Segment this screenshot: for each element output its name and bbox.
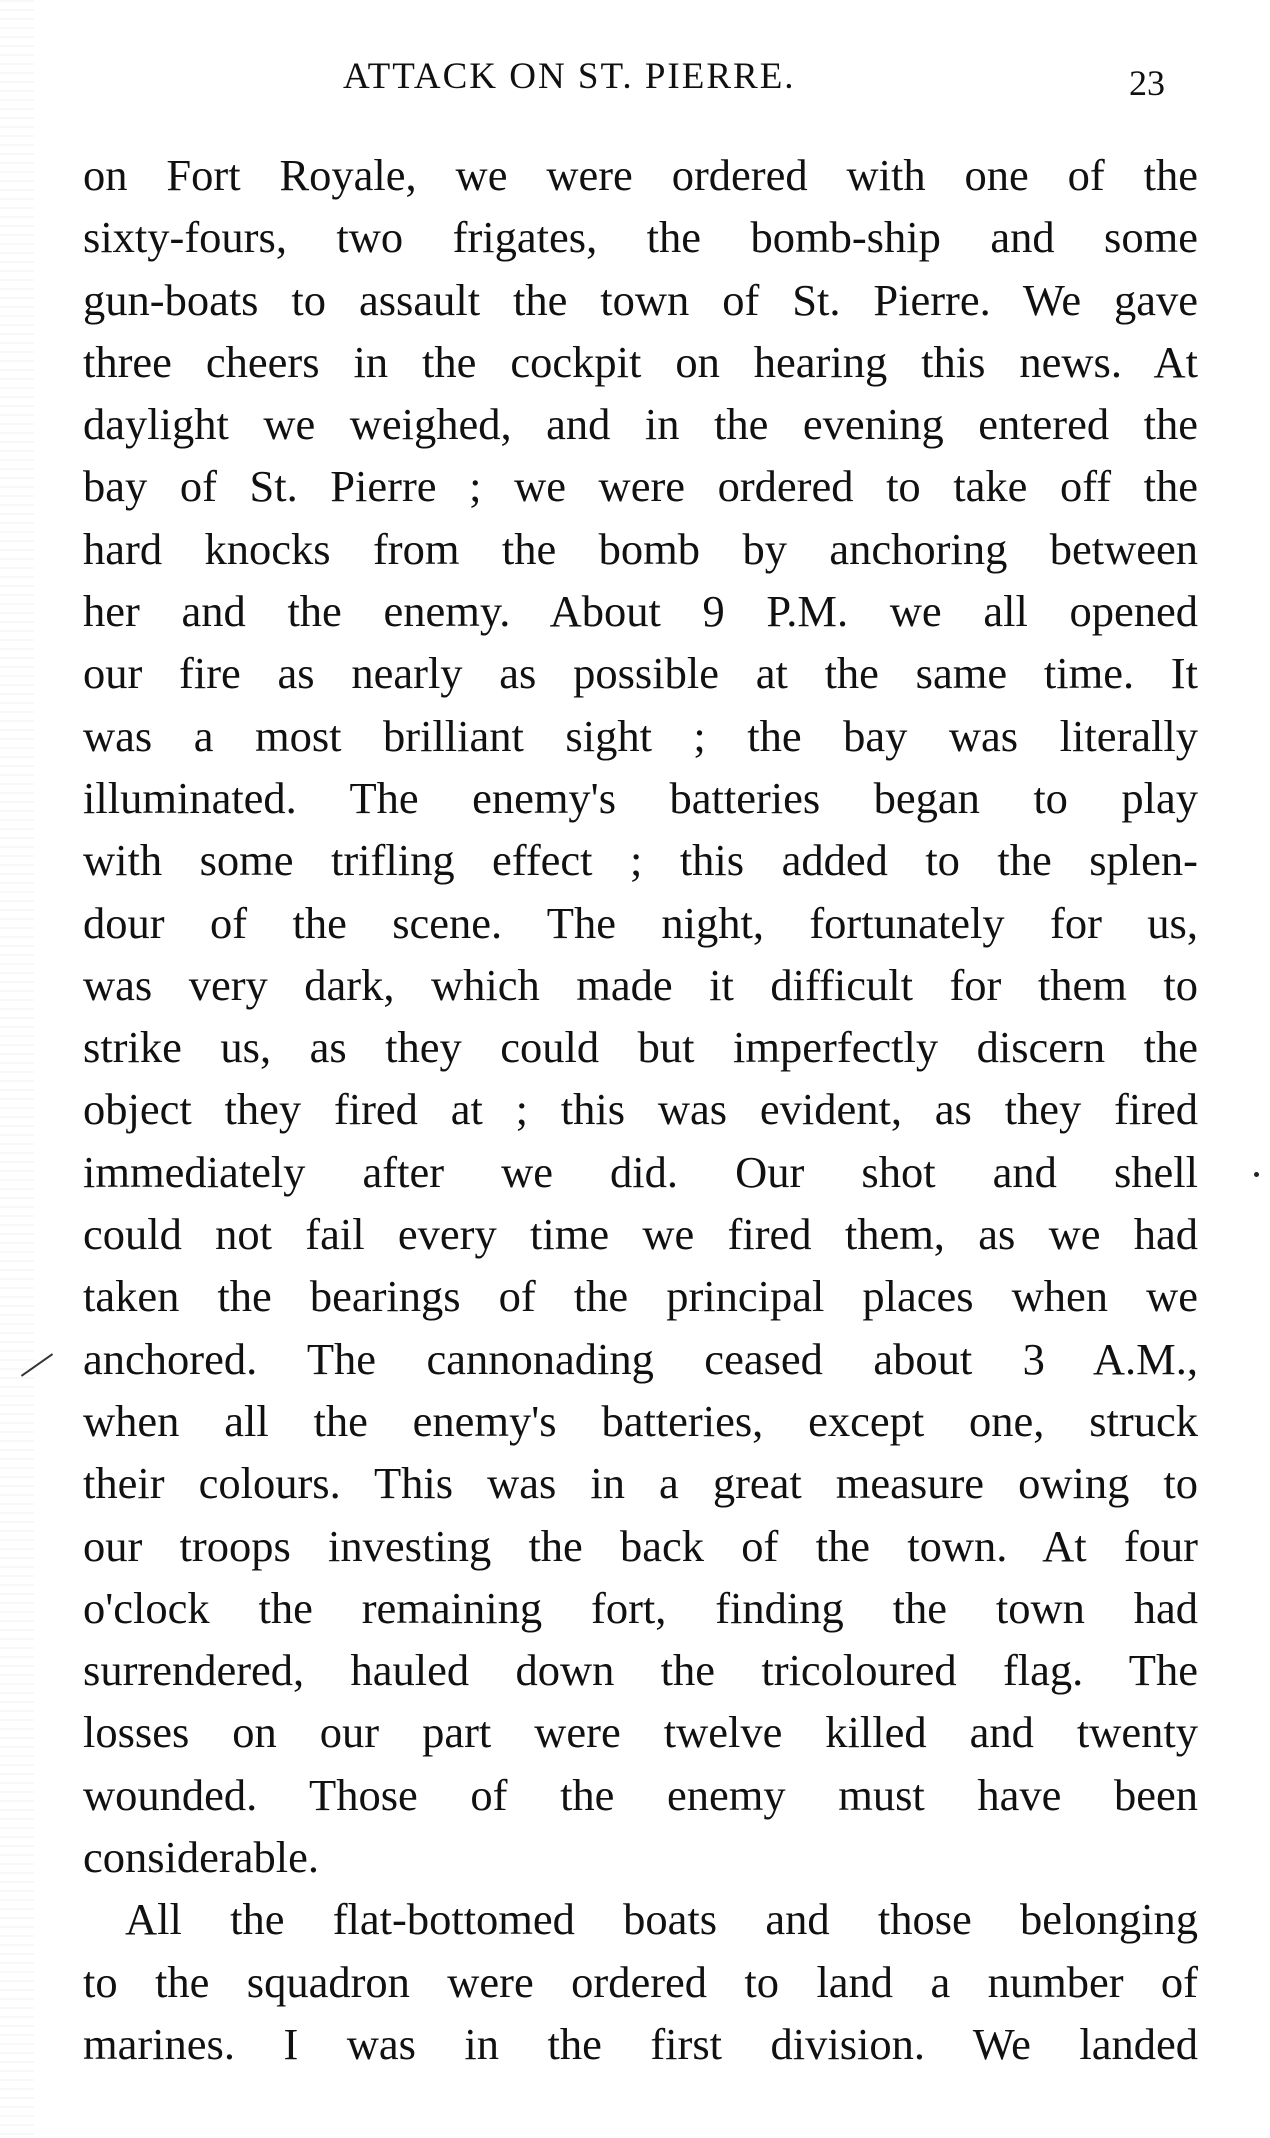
text-line: surrendered, hauled down the tricoloured flag. The bbox=[83, 1645, 1198, 1696]
text-line: wounded. Those of the enemy must have been bbox=[83, 1769, 1198, 1820]
text-line: her and the enemy. About 9 P.M. we all opened bbox=[83, 586, 1198, 637]
text-line: object they fired at ; this was evident, as they fired bbox=[83, 1084, 1198, 1135]
text-line: o'clock the remaining fort, finding the town had bbox=[83, 1582, 1198, 1633]
text-line: was very dark, which made it difficult for them to bbox=[83, 959, 1198, 1010]
paragraph-first-line: All the flat-bottomed boats and those belonging bbox=[125, 1894, 1198, 1945]
text-line: our troops investing the back of the town. At four bbox=[83, 1520, 1198, 1571]
body-text bbox=[83, 144, 1198, 2075]
text-line: on Fort Royale, we were ordered with one of the bbox=[83, 150, 1198, 200]
text-line: sixty-fours, two frigates, the bomb-ship and some bbox=[83, 212, 1198, 263]
text-line: bay of St. Pierre ; we were ordered to take off the bbox=[83, 461, 1198, 512]
text-line: immediately after we did. Our shot and shell bbox=[83, 1146, 1198, 1197]
text-line: our fire as nearly as possible at the same time. It bbox=[83, 648, 1198, 699]
text-line: to the squadron were ordered to land a number of bbox=[83, 1956, 1198, 2007]
text-line: was a most brilliant sight ; the bay was literally bbox=[83, 710, 1198, 761]
text-line: with some trifling effect ; this added to the splen- bbox=[83, 835, 1198, 886]
text-line: strike us, as they could but imperfectly discern the bbox=[83, 1022, 1198, 1073]
running-head bbox=[0, 52, 1270, 102]
text-line: taken the bearings of the principal places when we bbox=[83, 1271, 1198, 1322]
text-line: losses on our part were twelve killed and twenty bbox=[83, 1707, 1198, 1758]
paragraph-last-line: considerable. bbox=[83, 1832, 319, 1883]
running-title: ATTACK ON ST. PIERRE. bbox=[343, 56, 796, 97]
page-binding-edge bbox=[0, 0, 34, 2138]
text-line: gun-boats to assault the town of St. Pierre. We gave bbox=[83, 274, 1198, 325]
text-line: could not fail every time we fired them, as we had bbox=[83, 1209, 1198, 1260]
text-line: marines. I was in the first division. We landed bbox=[83, 2018, 1198, 2069]
text-line: anchored. The cannonading ceased about 3 A.M., bbox=[83, 1333, 1198, 1384]
margin-ink-dot bbox=[1254, 1172, 1259, 1177]
text-line: their colours. This was in a great measure owing to bbox=[83, 1458, 1198, 1509]
page-number: 23 bbox=[1129, 63, 1165, 103]
text-line: three cheers in the cockpit on hearing this news. At bbox=[83, 336, 1198, 387]
text-line: hard knocks from the bomb by anchoring between bbox=[83, 523, 1198, 574]
text-line: daylight we weighed, and in the evening entered the bbox=[83, 399, 1198, 450]
text-line: when all the enemy's batteries, except one, struck bbox=[83, 1395, 1198, 1446]
text-line: dour of the scene. The night, fortunately for us, bbox=[83, 897, 1198, 948]
text-line: illuminated. The enemy's batteries began to play bbox=[83, 772, 1198, 823]
